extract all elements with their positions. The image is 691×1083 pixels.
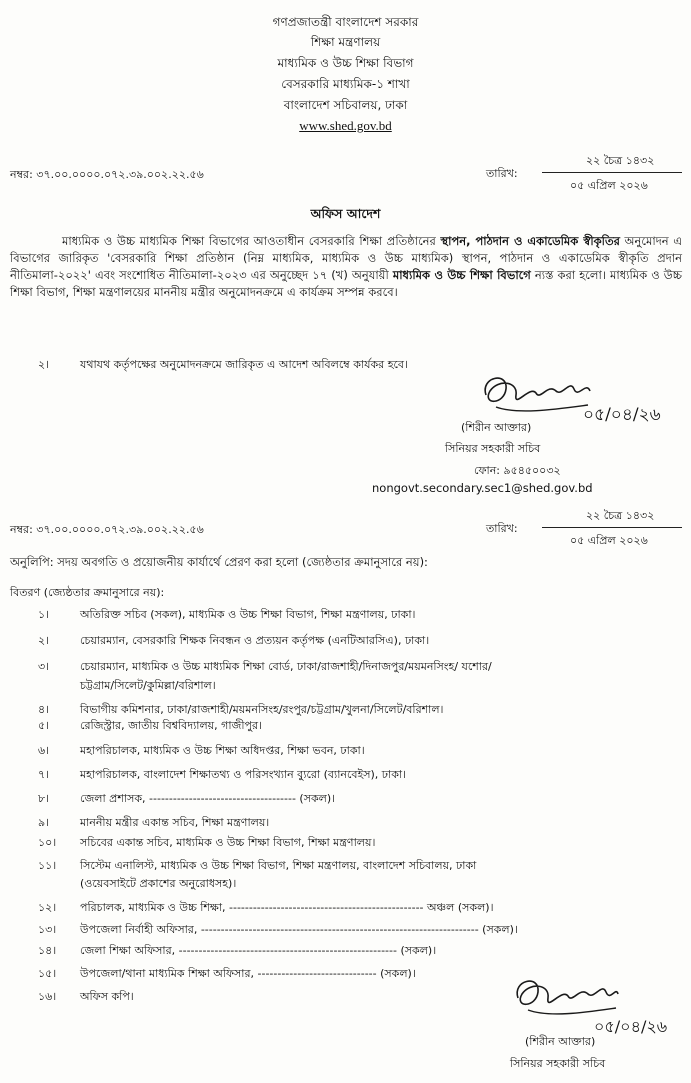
memo-number-copy: নম্বর: ৩৭.০০.০০০০.০৭২.৩৯.০০২.২২.৫৬ [10, 523, 204, 536]
date-bangla: ২২ চৈত্র ১৪৩২ [586, 154, 655, 167]
date-english: ০৫ এপ্রিল ২০২৬ [570, 179, 648, 192]
website-link[interactable]: www.shed.gov.bd [299, 118, 392, 133]
date-divider-copy [542, 527, 682, 528]
signatory-name: (শিরীন আক্তার) [461, 421, 532, 434]
signature-mark [478, 365, 598, 425]
signature-date-copy: ০৫/০৪/২৬ [594, 1017, 668, 1036]
order-paragraph-1: মাধ্যমিক ও উচ্চ মাধ্যমিক শিক্ষা বিভাগের আওতাধীন বেসরকারি শিক্ষা প্রতিষ্ঠানের স্থাপন, পাঠদান ও একাডেমিক স্বীকৃতির অনুমোদন এ বিভাগের জারিকৃত 'বেসরকারি শিক্ষা প্রতিষ্ঠান (নিম্ন মাধ্যমিক, মাধ্যমিক ও উচ্চ মাধ্যমিক) স্থাপন, পাঠদান ও একাডেমিক স্বীকৃতি প্রদান নীতিমালা-২০২২' এবং সংশোধিত নীতিমালা-২০২৩ এর অনুচ্ছেদ ১৭ (খ) অনুযায়ী মাধ্যমিক ও উচ্চ শিক্ষা বিভাগে ন্যস্ত করা হলো। মাধ্যমিক ও উচ্চ শিক্ষা বিভাগ, শিক্ষা মন্ত্রণালয়ের মাননীয় মন্ত্রীর অনুমোদনক্রমে এ কার্যক্রম সম্পন্ন করবে। [10, 234, 682, 299]
signatory-designation: সিনিয়র সহকারী সচিব [445, 442, 541, 455]
signature-date: ০৫/০৪/২৬ [583, 405, 661, 425]
copy-line: অনুলিপি: সদয় অবগতি ও প্রয়োজনীয় কার্যার্থে প্রেরণ করা হলো (জ্যেষ্ঠতার ক্রমানুসারে নয়): [10, 555, 428, 569]
govt-name: গণপ্রজাতন্ত্রী বাংলাদেশ সরকার [272, 15, 419, 29]
date-label: তারিখ: [486, 167, 518, 180]
distribution-heading: বিতরণ (জ্যেষ্ঠতার ক্রমানুসারে নয়): [10, 586, 165, 599]
office-address: বাংলাদেশ সচিবালয়, ঢাকা [283, 98, 408, 112]
signatory-email[interactable]: nongovt.secondary.sec1@shed.gov.bd [372, 481, 593, 495]
date-bangla-copy: ২২ চৈত্র ১৪৩২ [586, 509, 655, 522]
signatory-phone: ফোন: ৯৫৪৫০০৩২ [474, 464, 561, 477]
division-name: মাধ্যমিক ও উচ্চ শিক্ষা বিভাগ [277, 56, 414, 70]
branch-name: বেসরকারি মাধ্যমিক-১ শাখা [281, 77, 410, 91]
signatory-designation-copy: সিনিয়র সহকারী সচিব [510, 1057, 606, 1070]
paragraph-2-number: ২। [38, 358, 50, 371]
ministry-name: শিক্ষা মন্ত্রণালয় [310, 35, 381, 49]
date-label-copy: তারিখ: [486, 522, 518, 535]
signatory-name-copy: (শিরীন আক্তার) [525, 1035, 596, 1048]
memo-number: নম্বর: ৩৭.০০.০০০০.০৭২.৩৯.০০২.২২.৫৬ [10, 168, 204, 181]
page-title: অফিস আদেশ [310, 206, 381, 221]
date-divider [542, 172, 682, 173]
date-english-copy: ০৫ এপ্রিল ২০২৬ [570, 534, 648, 547]
order-paragraph-2: যথাযথ কর্তৃপক্ষের অনুমোদনক্রমে জারিকৃত এ আদেশ অবিলম্বে কার্যকর হবে। [80, 358, 408, 371]
